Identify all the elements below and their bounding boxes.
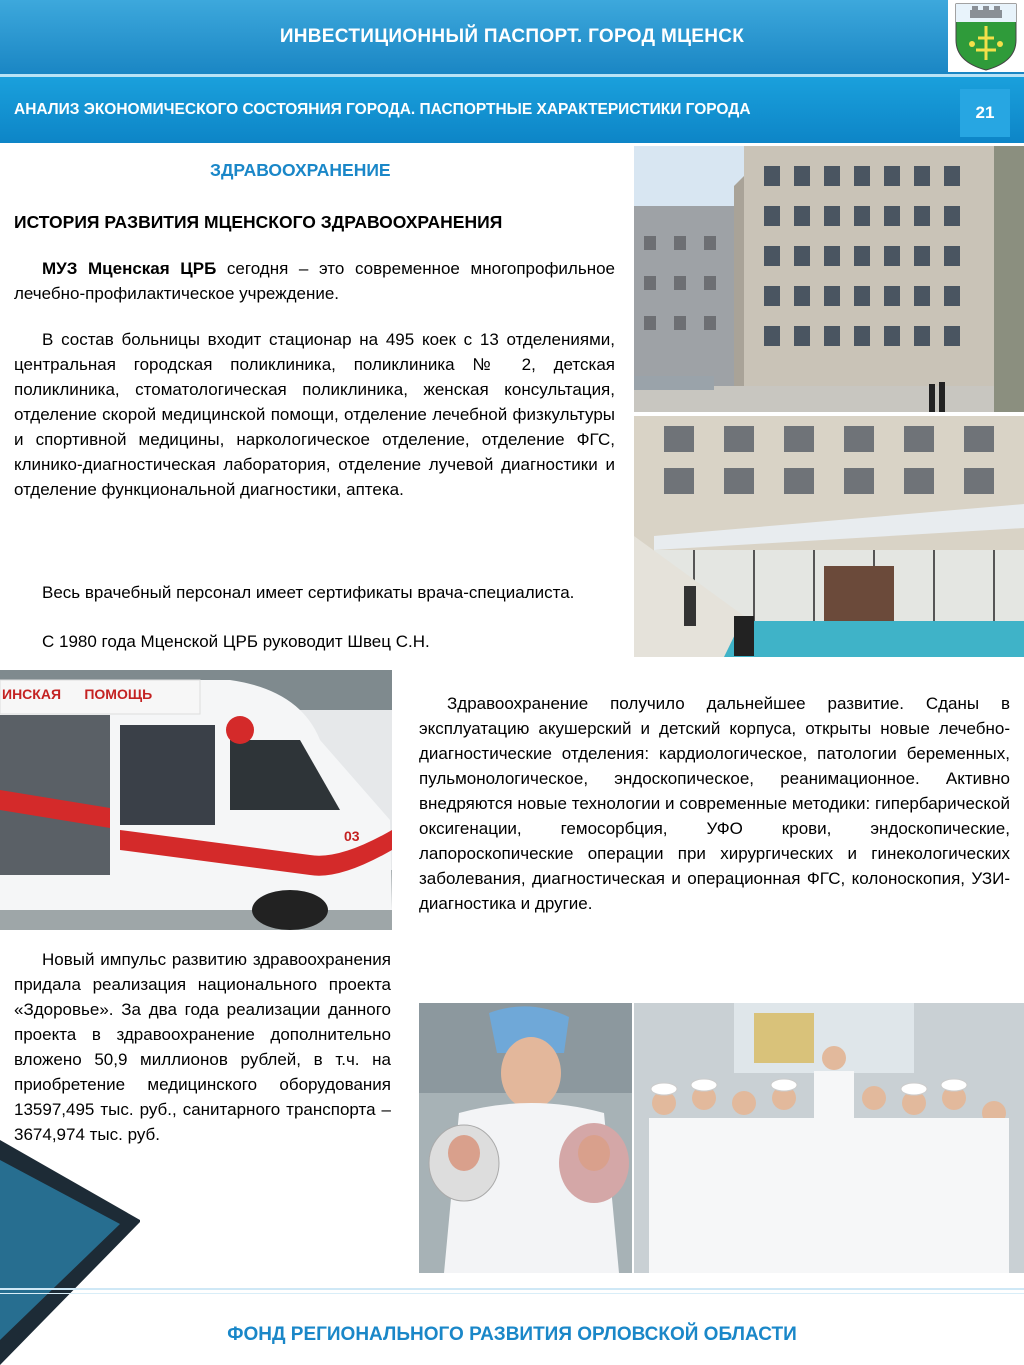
paragraph-national-project: Новый импульс развитию здравоохранения придала реализация национального проекта «Здоровье». За два года реализации данного проекта в здравоохранение дополнительно вложено 50,9 миллионов рублей, в т.ч. на приобретение медицинского оборудования 13597,495 тыс. руб., санитарного транспорта – 3674,974 тыс. руб. [14,950,391,1144]
section-title: ЗДРАВООХРАНЕНИЕ [210,160,391,180]
history-heading: ИСТОРИЯ РАЗВИТИЯ МЦЕНСКОГО ЗДРАВООХРАНЕНИЯ [14,212,503,232]
paragraph-departments: В состав больницы входит стационар на 495 коек с 13 отделениями, центральная городская поликлиника, поликлиника № 2, детская поликлиника, стоматологическая поликлиника, женская консультация, отделение скорой медицинской помощи, отделение лечебной физкультуры и спортивной медицины, наркологическое отделение, отделение ФГС, клинико-диагностическая лаборатория, отделение лучевой диагностики и отделение функциональной диагностики, аптека. [14,330,615,499]
ambulance-side-text: ИНСКАЯ ПОМОЩЬ [2,686,153,702]
paragraph-director: С 1980 года Мценской ЦРБ руководит Швец С.Н. [42,632,430,651]
footer-divider [0,1288,1024,1290]
ambulance-photo [0,670,392,930]
paragraph-development: Здравоохранение получило дальнейшее развитие. Сданы в эксплуатацию акушерский и детский корпуса, открыты новые лечебно-диагностические отделения: кардиологическое, патологии беременных, пульмонологическое, эндоскопическое, реанимационное. Активно внедряются новые технологии и современные методики: гипербарической оксигенации, гемосорбция, УФО крови, эндоскопические, лапороскопические операции при хирургических и гинекологических заболевания, диагностическая и операционная ФГС, колоноскопия, УЗИ-диагностика и другие. [419,694,1010,913]
footer-divider-thin [0,1293,1024,1294]
subheader-bar [0,77,1024,143]
document-title: ИНВЕСТИЦИОННЫЙ ПАСПОРТ. ГОРОД МЦЕНСК [279,26,745,47]
paragraph-certificates: Весь врачебный персонал имеет сертификаты врача-специалиста. [42,583,575,602]
intro-text: сегодня – это современное многопрофильное лечебно-профилактическое учреждение. [14,259,615,303]
nurse-newborns-photo [419,1003,632,1273]
hospital-name: МУЗ Мценская ЦРБ [42,259,217,278]
medical-staff-group-photo [634,1003,1024,1273]
footer-text: ФОНД РЕГИОНАЛЬНОГО РАЗВИТИЯ ОРЛОВСКОЙ ОБЛАСТИ [227,1324,797,1345]
paragraph-intro [14,256,615,306]
city-coat-of-arms [948,0,1024,72]
ambulance-number: 03 [344,828,360,844]
hospital-building-photo [634,146,1024,412]
page-number: 21 [960,89,1010,137]
subheader-title: АНАЛИЗ ЭКОНОМИЧЕСКОГО СОСТОЯНИЯ ГОРОДА. ПАСПОРТНЫЕ ХАРАКТЕРИСТИКИ ГОРОДА [14,101,751,118]
header-bar [0,0,1024,74]
hospital-entrance-photo [634,416,1024,657]
